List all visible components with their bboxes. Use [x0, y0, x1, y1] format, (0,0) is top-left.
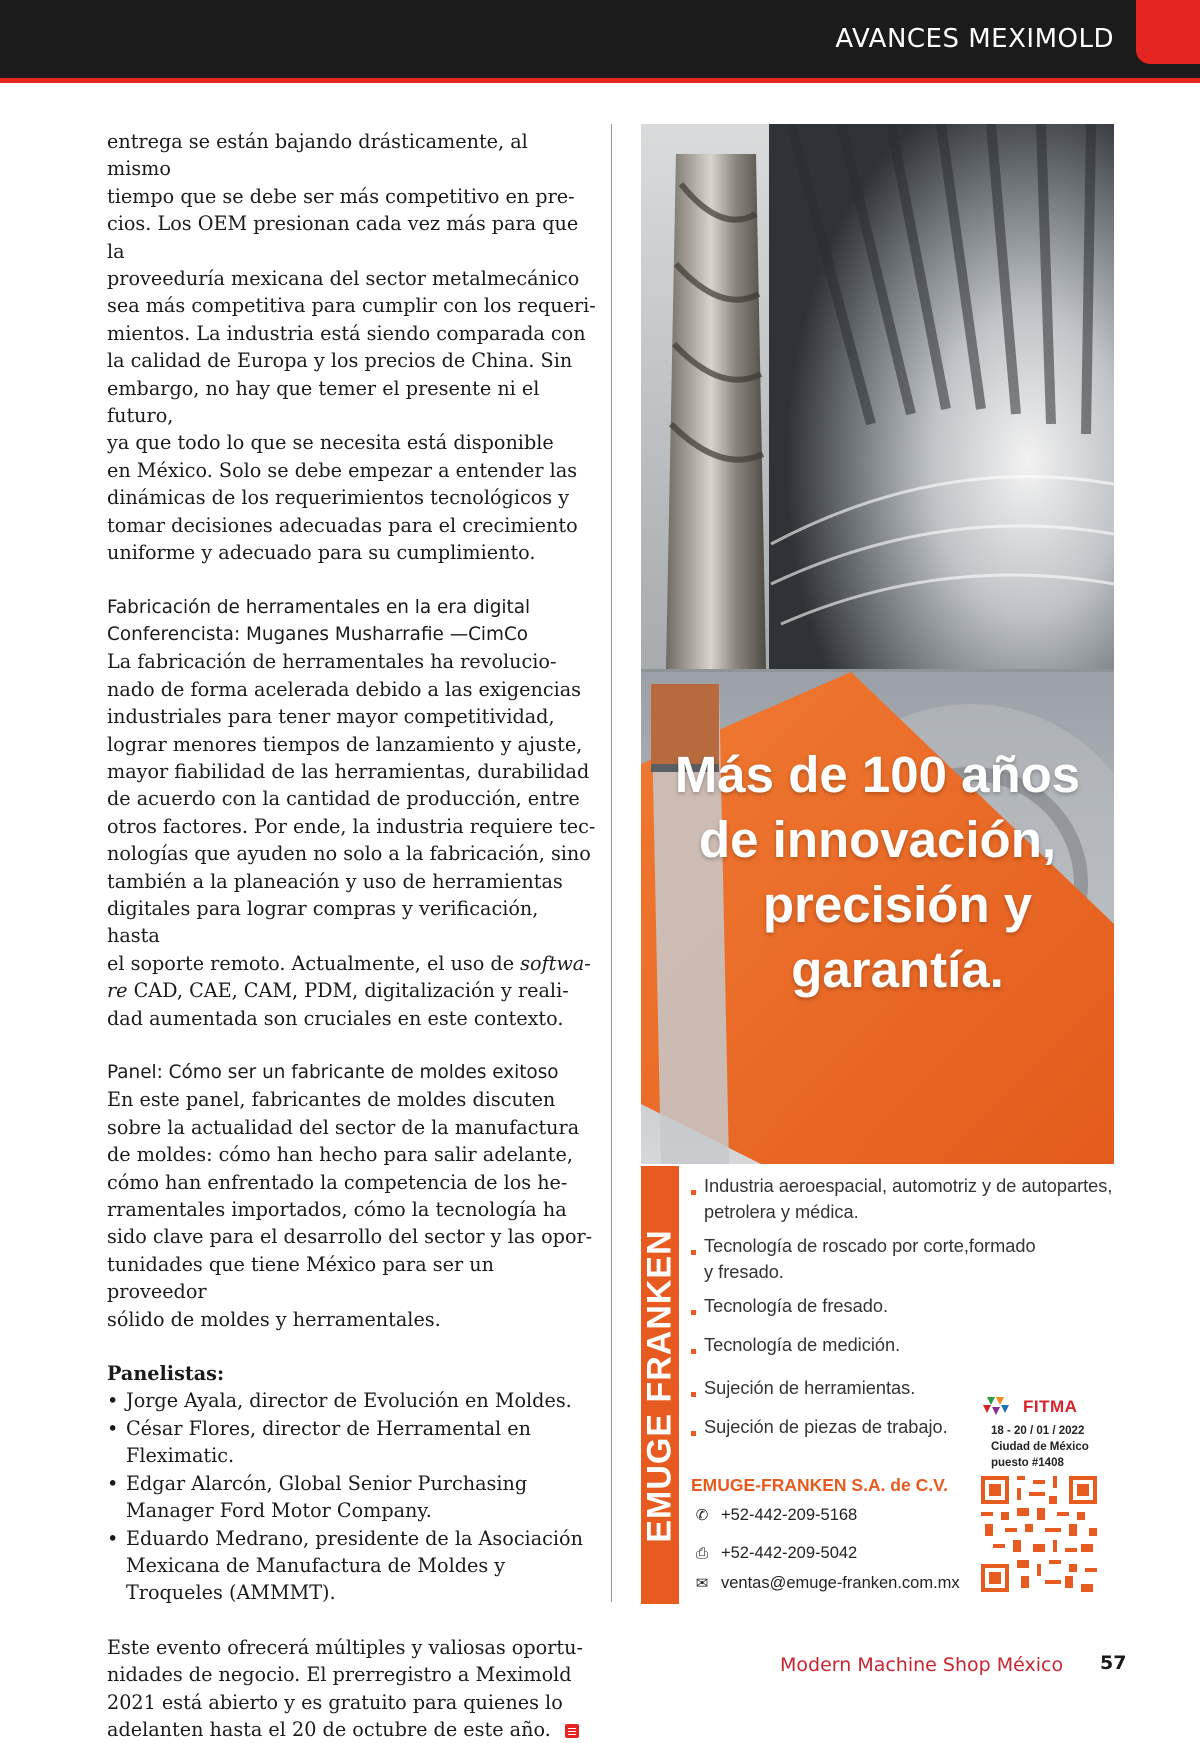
- header-rule: [0, 78, 1200, 83]
- text-line: industriales para tener mayor competitividad,: [107, 705, 555, 729]
- text-line: de acuerdo con la cantidad de producción, entre: [107, 787, 580, 811]
- text-line: tiempo que se debe ser más competitivo en pre-: [107, 184, 575, 208]
- text-segment: el soporte remoto. Actualmente, el uso de: [107, 951, 521, 975]
- text-line: nado de forma acelerada debido a las exigencias: [107, 677, 582, 701]
- italic-term: softwa-: [520, 951, 591, 975]
- text-line: Tecnología de fresado.: [704, 1296, 889, 1316]
- fax-icon: ⎙: [695, 1544, 708, 1562]
- text-line: otros factores. Por ende, la industria requiere tec-: [107, 814, 596, 838]
- article-end-icon: [565, 1724, 579, 1738]
- text-line: 2021 está abierto y es gratuito para quienes lo: [107, 1690, 563, 1714]
- text-line: nologías que ayuden no solo a la fabricación, sino: [107, 842, 591, 866]
- intro-paragraph: [107, 128, 597, 567]
- text-line: tomar decisiones adecuadas para el crecimiento: [107, 513, 578, 537]
- section-title: AVANCES MEXIMOLD: [835, 24, 1114, 54]
- list-item: [107, 1470, 597, 1525]
- text-line: y fresado.: [704, 1262, 784, 1282]
- list-item: [107, 1415, 597, 1470]
- ad-photo: [641, 124, 1114, 1164]
- brand-logo: EMUGE FRANKEN: [641, 1229, 679, 1543]
- text-line: rramentales importados, cómo la tecnología ha: [107, 1198, 567, 1222]
- text-line: tunidades que tiene México para ser un proveedor: [107, 1252, 494, 1304]
- list-item: [107, 1525, 597, 1607]
- fitma-info: [991, 1423, 1089, 1471]
- fitma-city: Ciudad de México: [991, 1441, 1089, 1453]
- text-line: Sujeción de herramientas.: [704, 1378, 916, 1398]
- list-item: [691, 1332, 1114, 1358]
- text-line: Mexicana de Manufactura de Moldes y: [126, 1553, 506, 1577]
- text-line: Troqueles (AMMMT).: [126, 1581, 336, 1605]
- text-line: petrolera y médica.: [704, 1202, 859, 1222]
- text-line: Tecnología de medición.: [704, 1335, 901, 1355]
- panelists-block: [107, 1360, 597, 1607]
- list-item: [691, 1293, 1114, 1319]
- list-item: [107, 1387, 597, 1414]
- text-line: En este panel, fabricantes de moldes discuten: [107, 1088, 556, 1112]
- text-line: de moldes: cómo han hecho para salir adelante,: [107, 1143, 573, 1167]
- contact-text: +52-442-209-5168: [721, 1506, 858, 1524]
- company-name: EMUGE-FRANKEN S.A. de C.V.: [691, 1475, 949, 1495]
- text-line: [107, 950, 597, 977]
- text-line: Manager Ford Motor Company.: [126, 1499, 432, 1523]
- text-segment: CAD, CAE, CAM, PDM, digitalización y reali-: [127, 979, 569, 1003]
- headline-line: garantía.: [791, 941, 1004, 998]
- fitma-dates: 18 - 20 / 01 / 2022: [991, 1425, 1085, 1437]
- contact-email: [691, 1572, 960, 1594]
- page-number: 57: [1100, 1652, 1127, 1674]
- text-line: Industria aeroespacial, automotriz y de autopartes,: [704, 1176, 1113, 1196]
- text-line: la calidad de Europa y los precios de China. Sin: [107, 349, 573, 373]
- text-line: sido clave para el desarrollo del sector y las opor-: [107, 1225, 593, 1249]
- headline-line: de innovación,: [698, 811, 1057, 868]
- text-line: nidades de negocio. El prerregistro a Meximold: [107, 1663, 572, 1687]
- text-line: sólido de moldes y herramentales.: [107, 1307, 441, 1331]
- section-panel: [107, 1059, 597, 1333]
- list-item: [691, 1233, 1114, 1285]
- section-heading: Panel: Cómo ser un fabricante de moldes exitoso: [107, 1062, 559, 1083]
- text-segment: adelanten hasta el 20 de octubre de este año.: [107, 1717, 551, 1741]
- fitma-name: FITMA: [1023, 1397, 1078, 1416]
- emuge-franken-ad: [641, 124, 1114, 1604]
- text-line: dad aumentada son cruciales en este contexto.: [107, 1006, 564, 1030]
- text-line: [107, 977, 597, 1004]
- contact-text: ventas@emuge-franken.com.mx: [721, 1574, 960, 1592]
- text-line: Sujeción de piezas de trabajo.: [704, 1417, 948, 1437]
- text-line: lograr menores tiempos de lanzamiento y ajuste,: [107, 732, 583, 756]
- text-line: proveeduría mexicana del sector metalmecánico: [107, 267, 580, 291]
- text-line: Fleximatic.: [126, 1444, 235, 1468]
- fitma-logo-icon: [979, 1394, 1019, 1420]
- qr-code-icon: [981, 1476, 1097, 1592]
- italic-term: re: [107, 979, 128, 1003]
- text-line: La fabricación de herramentales ha revolucio-: [107, 650, 557, 674]
- text-line: mientos. La industria está siendo comparada con: [107, 321, 586, 345]
- page-header: [0, 0, 1200, 78]
- section-heading: Fabricación de herramentales en la era digital: [107, 596, 531, 618]
- mail-icon: ✉: [695, 1574, 709, 1592]
- ad-headline: [641, 742, 1114, 1002]
- article-column: [107, 128, 597, 1743]
- text-line: digitales para lograr compras y verificación, hasta: [107, 896, 539, 948]
- text-line: cómo han enfrentado la competencia de los he-: [107, 1170, 568, 1194]
- text-line: • Edgar Alarcón, Global Senior Purchasing: [126, 1471, 528, 1495]
- text-line: sobre la actualidad del sector de la manufactura: [107, 1115, 580, 1139]
- fitma-booth: puesto #1408: [991, 1457, 1064, 1469]
- tooling-photo-illustration: [641, 124, 1114, 1164]
- text-line: uniforme y adecuado para su cumplimiento.: [107, 541, 536, 565]
- publication-name: Modern Machine Shop México: [780, 1654, 1064, 1676]
- contact-fax: [691, 1542, 857, 1564]
- text-line: Tecnología de roscado por corte,formado: [704, 1236, 1036, 1256]
- text-line: embargo, no hay que temer el presente ni el futuro,: [107, 376, 540, 428]
- text-line: dinámicas de los requerimientos tecnológicos y: [107, 486, 570, 510]
- header-accent-tab: [1136, 0, 1200, 64]
- section-digital-tooling: [107, 594, 597, 1033]
- text-line: mayor fiabilidad de las herramientas, durabilidad: [107, 759, 590, 783]
- closing-paragraph: [107, 1634, 597, 1743]
- contact-text: +52-442-209-5042: [721, 1544, 858, 1562]
- text-line: sea más competitiva para cumplir con los requeri-: [107, 294, 596, 318]
- text-line: [107, 1716, 597, 1743]
- panelists-list: [107, 1387, 597, 1606]
- text-line: • César Flores, director de Herramental en: [126, 1416, 532, 1440]
- panelists-label: Panelistas:: [107, 1362, 225, 1386]
- list-item: [691, 1173, 1114, 1225]
- contact-phone: [691, 1504, 857, 1526]
- text-line: también a la planeación y uso de herramientas: [107, 869, 563, 893]
- text-line: entrega se están bajando drásticamente, al mismo: [107, 130, 528, 181]
- speaker-line: Conferencista: Muganes Musharrafie —CimCo: [107, 623, 529, 645]
- text-line: • Jorge Ayala, director de Evolución en Moldes.: [126, 1389, 572, 1413]
- text-line: cios. Los OEM presionan cada vez más para que la: [107, 212, 579, 263]
- headline-line: precisión y: [762, 876, 1033, 933]
- text-line: • Eduardo Medrano, presidente de la Asociación: [126, 1526, 583, 1550]
- text-line: ya que todo lo que se necesita está disponible: [107, 431, 554, 455]
- phone-icon: ✆: [695, 1506, 709, 1524]
- text-line: en México. Solo se debe empezar a entender las: [107, 458, 578, 482]
- headline-line: Más de 100 años: [674, 746, 1081, 803]
- column-divider: [611, 124, 612, 1602]
- text-line: Este evento ofrecerá múltiples y valiosas oportu-: [107, 1635, 583, 1659]
